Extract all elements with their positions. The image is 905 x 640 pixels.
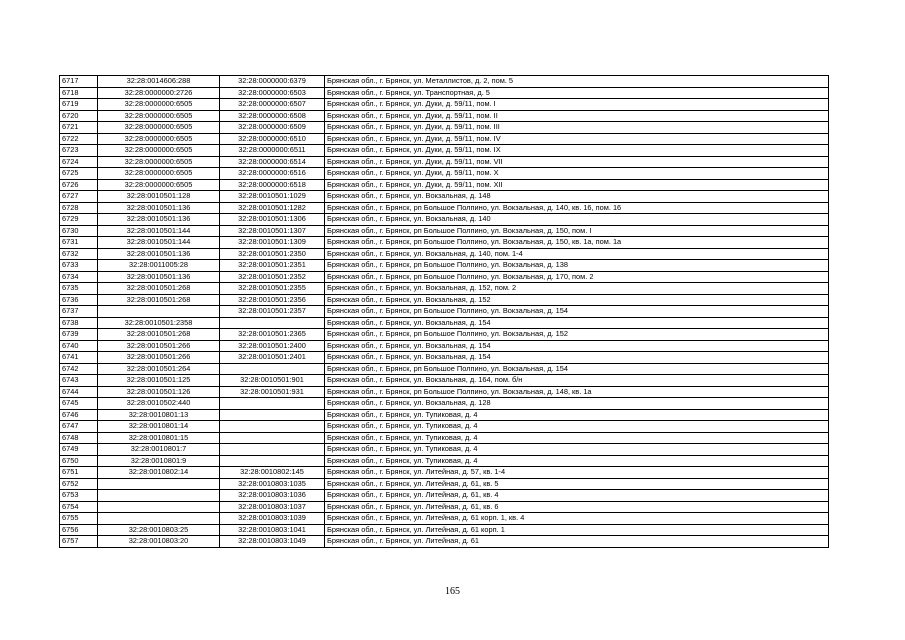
parent-cadastral-number-cell: 32:28:0010501:266 [98,352,220,364]
parent-cadastral-number-cell: 32:28:0000000:6505 [98,145,220,157]
table-row [60,363,829,375]
parent-cadastral-number-cell: 32:28:0010501:2358 [98,317,220,329]
row-number-cell: 6746 [60,409,98,421]
address-cell: Брянская обл., г. Брянск, ул. Литейная, д. 61, кв. 6 [325,501,829,513]
address-cell: Брянская обл., г. Брянск, ул. Литейная, д. 61, кв. 4 [325,490,829,502]
table-row [60,271,829,283]
cadastral-number-cell: 32:28:0010803:1049 [220,536,325,548]
table-row [60,99,829,111]
row-number-cell: 6732 [60,248,98,260]
row-number-cell: 6751 [60,467,98,479]
row-number-cell: 6757 [60,536,98,548]
row-number-cell: 6740 [60,340,98,352]
cadastral-number-cell: 32:28:0010803:1035 [220,478,325,490]
table-body [60,76,829,548]
row-number-cell: 6726 [60,179,98,191]
parent-cadastral-number-cell: 32:28:0000000:6505 [98,156,220,168]
cadastral-number-cell [220,455,325,467]
table-row [60,444,829,456]
parent-cadastral-number-cell: 32:28:0010801:14 [98,421,220,433]
address-cell: Брянская обл., г. Брянск, ул. Дуки, д. 59/11, пом. X [325,168,829,180]
cadastral-number-cell [220,421,325,433]
table-row [60,386,829,398]
table-row [60,306,829,318]
cadastral-number-cell: 32:28:0010501:1282 [220,202,325,214]
table-row [60,501,829,513]
parent-cadastral-number-cell: 32:28:0010501:264 [98,363,220,375]
table-row [60,409,829,421]
table-row [60,145,829,157]
parent-cadastral-number-cell: 32:28:0010501:128 [98,191,220,203]
parent-cadastral-number-cell: 32:28:0010501:136 [98,214,220,226]
parent-cadastral-number-cell: 32:28:0000000:6505 [98,110,220,122]
address-cell: Брянская обл., г. Брянск, ул. Тупиковая, д. 4 [325,444,829,456]
table-row [60,248,829,260]
parent-cadastral-number-cell: 32:28:0010501:136 [98,248,220,260]
parent-cadastral-number-cell [98,513,220,525]
row-number-cell: 6736 [60,294,98,306]
address-cell: Брянская обл., г. Брянск, ул. Вокзальная, д. 154 [325,340,829,352]
cadastral-number-cell: 32:28:0010501:901 [220,375,325,387]
table-row [60,191,829,203]
table-row [60,467,829,479]
cadastral-number-cell [220,444,325,456]
table-row [60,375,829,387]
row-number-cell: 6720 [60,110,98,122]
row-number-cell: 6744 [60,386,98,398]
row-number-cell: 6743 [60,375,98,387]
table-row [60,237,829,249]
cadastral-number-cell: 32:28:0010501:2401 [220,352,325,364]
row-number-cell: 6750 [60,455,98,467]
parent-cadastral-number-cell [98,501,220,513]
address-cell: Брянская обл., г. Брянск, рп Большое Полпино, ул. Вокзальная, д. 140, кв. 16, пом. 16 [325,202,829,214]
row-number-cell: 6721 [60,122,98,134]
table-row [60,110,829,122]
parent-cadastral-number-cell: 32:28:0010801:7 [98,444,220,456]
address-cell: Брянская обл., г. Брянск, рп Большое Полпино, ул. Вокзальная, д. 152 [325,329,829,341]
address-cell: Брянская обл., г. Брянск, рп Большое Полпино, ул. Вокзальная, д. 154 [325,363,829,375]
cadastral-number-cell: 32:28:0010803:1037 [220,501,325,513]
cadastral-number-cell: 32:28:0010501:1306 [220,214,325,226]
address-cell: Брянская обл., г. Брянск, ул. Дуки, д. 59/11, пом. VII [325,156,829,168]
address-cell: Брянская обл., г. Брянск, ул. Транспортная, д. 5 [325,87,829,99]
cadastral-table [59,75,829,548]
row-number-cell: 6738 [60,317,98,329]
parent-cadastral-number-cell: 32:28:0010501:136 [98,271,220,283]
table-row [60,340,829,352]
address-cell: Брянская обл., г. Брянск, рп Большое Полпино, ул. Вокзальная, д. 170, пом. 2 [325,271,829,283]
parent-cadastral-number-cell: 32:28:0000000:2726 [98,87,220,99]
parent-cadastral-number-cell: 32:28:0010501:268 [98,294,220,306]
parent-cadastral-number-cell: 32:28:0000000:6505 [98,179,220,191]
address-cell: Брянская обл., г. Брянск, ул. Дуки, д. 59/11, пом. IX [325,145,829,157]
row-number-cell: 6718 [60,87,98,99]
row-number-cell: 6747 [60,421,98,433]
table-row [60,76,829,88]
address-cell: Брянская обл., г. Брянск, ул. Вокзальная, д. 148 [325,191,829,203]
parent-cadastral-number-cell: 32:28:0010801:15 [98,432,220,444]
address-cell: Брянская обл., г. Брянск, ул. Дуки, д. 59/11, пом. XII [325,179,829,191]
address-cell: Брянская обл., г. Брянск, ул. Литейная, д. 57, кв. 1-4 [325,467,829,479]
table-row [60,179,829,191]
cadastral-number-cell: 32:28:0010501:1029 [220,191,325,203]
parent-cadastral-number-cell: 32:28:0010801:9 [98,455,220,467]
row-number-cell: 6752 [60,478,98,490]
table-row [60,214,829,226]
row-number-cell: 6731 [60,237,98,249]
row-number-cell: 6729 [60,214,98,226]
row-number-cell: 6754 [60,501,98,513]
cadastral-number-cell: 32:28:0010501:2352 [220,271,325,283]
cadastral-number-cell: 32:28:0000000:6518 [220,179,325,191]
parent-cadastral-number-cell: 32:28:0010501:268 [98,329,220,341]
table-row [60,398,829,410]
table-row [60,87,829,99]
parent-cadastral-number-cell: 32:28:0010501:266 [98,340,220,352]
table-row [60,490,829,502]
cadastral-number-cell: 32:28:0000000:6510 [220,133,325,145]
parent-cadastral-number-cell: 32:28:0010502:440 [98,398,220,410]
address-cell: Брянская обл., г. Брянск, ул. Вокзальная, д. 152 [325,294,829,306]
address-cell: Брянская обл., г. Брянск, ул. Тупиковая, д. 4 [325,421,829,433]
cadastral-number-cell: 32:28:0010803:1039 [220,513,325,525]
address-cell: Брянская обл., г. Брянск, рп Большое Полпино, ул. Вокзальная, д. 150, пом. I [325,225,829,237]
address-cell: Брянская обл., г. Брянск, ул. Литейная, д. 61 [325,536,829,548]
row-number-cell: 6749 [60,444,98,456]
row-number-cell: 6756 [60,524,98,536]
address-cell: Брянская обл., г. Брянск, ул. Литейная, д. 61, кв. 5 [325,478,829,490]
cadastral-number-cell: 32:28:0010501:2351 [220,260,325,272]
address-cell: Брянская обл., г. Брянск, ул. Металлистов, д. 2, пом. 5 [325,76,829,88]
parent-cadastral-number-cell: 32:28:0010801:13 [98,409,220,421]
table-row [60,536,829,548]
address-cell: Брянская обл., г. Брянск, рп Большое Полпино, ул. Вокзальная, д. 138 [325,260,829,272]
cadastral-number-cell: 32:28:0010501:1307 [220,225,325,237]
parent-cadastral-number-cell: 32:28:0010501:268 [98,283,220,295]
address-cell: Брянская обл., г. Брянск, ул. Вокзальная, д. 128 [325,398,829,410]
table-row [60,133,829,145]
parent-cadastral-number-cell: 32:28:0010501:144 [98,225,220,237]
cadastral-number-cell: 32:28:0010803:1041 [220,524,325,536]
table-row [60,421,829,433]
address-cell: Брянская обл., г. Брянск, ул. Вокзальная, д. 154 [325,352,829,364]
address-cell: Брянская обл., г. Брянск, ул. Тупиковая, д. 4 [325,432,829,444]
row-number-cell: 6727 [60,191,98,203]
address-cell: Брянская обл., г. Брянск, ул. Тупиковая, д. 4 [325,455,829,467]
row-number-cell: 6717 [60,76,98,88]
row-number-cell: 6737 [60,306,98,318]
row-number-cell: 6742 [60,363,98,375]
cadastral-number-cell [220,409,325,421]
address-cell: Брянская обл., г. Брянск, ул. Дуки, д. 59/11, пом. III [325,122,829,134]
row-number-cell: 6741 [60,352,98,364]
table-row [60,478,829,490]
parent-cadastral-number-cell: 32:28:0010501:126 [98,386,220,398]
table-row [60,283,829,295]
cadastral-number-cell [220,398,325,410]
address-cell: Брянская обл., г. Брянск, ул. Вокзальная, д. 164, пом. б/н [325,375,829,387]
address-cell: Брянская обл., г. Брянск, ул. Дуки, д. 59/11, пом. II [325,110,829,122]
address-cell: Брянская обл., г. Брянск, ул. Вокзальная, д. 140 [325,214,829,226]
cadastral-number-cell: 32:28:0000000:6379 [220,76,325,88]
parent-cadastral-number-cell: 32:28:0010501:144 [98,237,220,249]
row-number-cell: 6730 [60,225,98,237]
row-number-cell: 6734 [60,271,98,283]
parent-cadastral-number-cell: 32:28:0010501:125 [98,375,220,387]
cadastral-number-cell: 32:28:0010501:2400 [220,340,325,352]
cadastral-number-cell: 32:28:0000000:6509 [220,122,325,134]
address-cell: Брянская обл., г. Брянск, ул. Дуки, д. 59/11, пом. IV [325,133,829,145]
table-row [60,524,829,536]
cadastral-number-cell: 32:28:0000000:6511 [220,145,325,157]
parent-cadastral-number-cell: 32:28:0000000:6505 [98,133,220,145]
parent-cadastral-number-cell: 32:28:0000000:6505 [98,99,220,111]
cadastral-number-cell: 32:28:0010802:145 [220,467,325,479]
cadastral-number-cell: 32:28:0010803:1036 [220,490,325,502]
cadastral-number-cell: 32:28:0010501:1309 [220,237,325,249]
table-row [60,156,829,168]
cadastral-number-cell: 32:28:0000000:6503 [220,87,325,99]
table-row [60,329,829,341]
row-number-cell: 6753 [60,490,98,502]
table-row [60,352,829,364]
cadastral-number-cell: 32:28:0000000:6508 [220,110,325,122]
row-number-cell: 6755 [60,513,98,525]
row-number-cell: 6733 [60,260,98,272]
cadastral-number-cell: 32:28:0010501:2356 [220,294,325,306]
parent-cadastral-number-cell [98,478,220,490]
table-row [60,168,829,180]
table-row [60,260,829,272]
cadastral-number-cell: 32:28:0010501:931 [220,386,325,398]
address-cell: Брянская обл., г. Брянск, ул. Вокзальная, д. 152, пом. 2 [325,283,829,295]
address-cell: Брянская обл., г. Брянск, ул. Вокзальная, д. 140, пом. 1-4 [325,248,829,260]
address-cell: Брянская обл., г. Брянск, ул. Литейная, д. 61 корп. 1, кв. 4 [325,513,829,525]
parent-cadastral-number-cell: 32:28:0010802:14 [98,467,220,479]
parent-cadastral-number-cell: 32:28:0000000:6505 [98,168,220,180]
row-number-cell: 6735 [60,283,98,295]
table-row [60,513,829,525]
address-cell: Брянская обл., г. Брянск, рп Большое Полпино, ул. Вокзальная, д. 148, кв. 1а [325,386,829,398]
address-cell: Брянская обл., г. Брянск, рп Большое Полпино, ул. Вокзальная, д. 150, кв. 1а, пом. 1а [325,237,829,249]
cadastral-number-cell: 32:28:0010501:2355 [220,283,325,295]
address-cell: Брянская обл., г. Брянск, ул. Литейная, д. 61 корп. 1 [325,524,829,536]
row-number-cell: 6739 [60,329,98,341]
table-row [60,225,829,237]
table-row [60,202,829,214]
row-number-cell: 6745 [60,398,98,410]
table-row [60,455,829,467]
address-cell: Брянская обл., г. Брянск, ул. Дуки, д. 59/11, пом. I [325,99,829,111]
cadastral-number-cell: 32:28:0000000:6514 [220,156,325,168]
cadastral-number-cell [220,363,325,375]
parent-cadastral-number-cell: 32:28:0010803:20 [98,536,220,548]
parent-cadastral-number-cell: 32:28:0010803:25 [98,524,220,536]
row-number-cell: 6748 [60,432,98,444]
address-cell: Брянская обл., г. Брянск, ул. Тупиковая, д. 4 [325,409,829,421]
parent-cadastral-number-cell [98,306,220,318]
cadastral-number-cell: 32:28:0000000:6516 [220,168,325,180]
cadastral-number-cell [220,317,325,329]
row-number-cell: 6719 [60,99,98,111]
row-number-cell: 6723 [60,145,98,157]
parent-cadastral-number-cell [98,490,220,502]
cadastral-number-cell: 32:28:0010501:2350 [220,248,325,260]
cadastral-number-cell: 32:28:0000000:6507 [220,99,325,111]
address-cell: Брянская обл., г. Брянск, рп Большое Полпино, ул. Вокзальная, д. 154 [325,306,829,318]
parent-cadastral-number-cell: 32:28:0000000:6505 [98,122,220,134]
cadastral-number-cell [220,432,325,444]
address-cell: Брянская обл., г. Брянск, ул. Вокзальная, д. 154 [325,317,829,329]
table-row [60,432,829,444]
table-row [60,122,829,134]
parent-cadastral-number-cell: 32:28:0010501:136 [98,202,220,214]
cadastral-number-cell: 32:28:0010501:2365 [220,329,325,341]
table-row [60,317,829,329]
table-row [60,294,829,306]
row-number-cell: 6728 [60,202,98,214]
cadastral-number-cell: 32:28:0010501:2357 [220,306,325,318]
page-number: 165 [445,586,460,597]
row-number-cell: 6725 [60,168,98,180]
row-number-cell: 6722 [60,133,98,145]
row-number-cell: 6724 [60,156,98,168]
parent-cadastral-number-cell: 32:28:0011005:28 [98,260,220,272]
parent-cadastral-number-cell: 32:28:0014606:288 [98,76,220,88]
